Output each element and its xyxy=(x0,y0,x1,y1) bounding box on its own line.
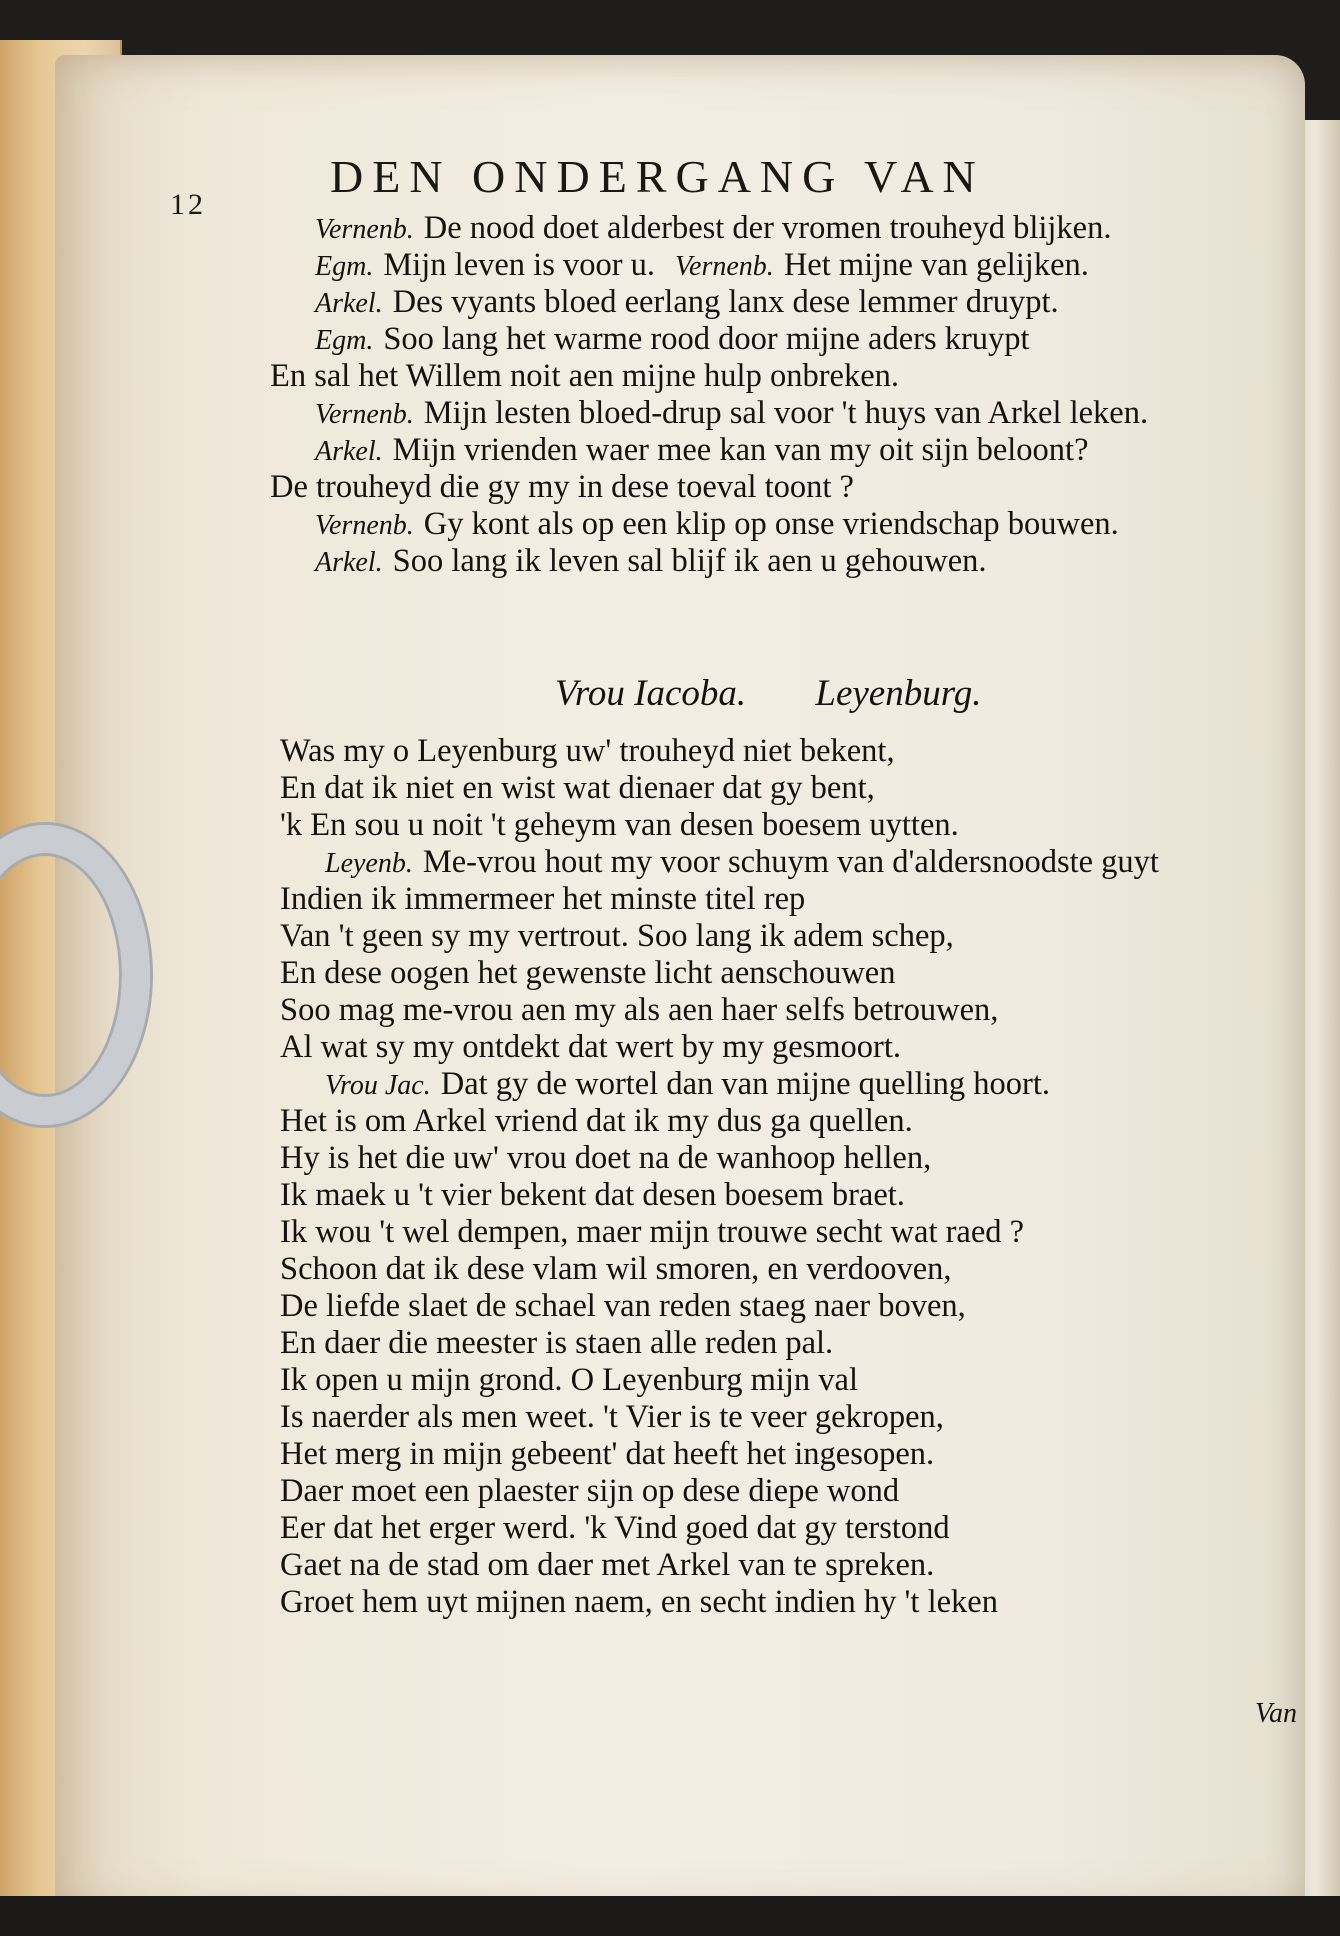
verse-text: En daer die meester is staen alle reden pal. xyxy=(280,1325,834,1361)
verse-line xyxy=(280,992,1330,1029)
speaker-name: Vernenb. xyxy=(675,251,774,282)
verse-text: Eer dat het erger werd. 'k Vind goed dat gy terstond xyxy=(280,1510,950,1546)
verse-line xyxy=(280,1547,1330,1584)
verse-line xyxy=(270,506,1320,543)
verse-text: Al wat sy my ontdekt dat wert by my gesmoort. xyxy=(280,1029,902,1065)
dialogue-block-1 xyxy=(270,210,1320,580)
verse-text: Soo mag me-vrou aen my als aen haer selfs betrouwen, xyxy=(280,992,999,1028)
verse-text: Het is om Arkel vriend dat ik my dus ga quellen. xyxy=(280,1103,913,1139)
verse-line xyxy=(280,1436,1330,1473)
verse-text: Soo lang ik leven sal blijf ik aen u gehouwen. xyxy=(392,543,987,579)
verse-text: Is naerder als men weet. 't Vier is te veer gekropen, xyxy=(280,1399,944,1435)
verse-line xyxy=(280,1177,1330,1214)
verse-line xyxy=(280,1362,1330,1399)
verse-text: Het merg in mijn gebeent' dat heeft het ingesopen. xyxy=(280,1436,935,1472)
speaker-name: Arkel. xyxy=(315,436,383,467)
verse-text: Mijn lesten bloed-drup sal voor 't huys van Arkel leken. xyxy=(423,395,1149,431)
speaker-name: Vernenb. xyxy=(315,214,414,245)
speaker-name: Vrou Jac. xyxy=(325,1070,431,1101)
verse-line xyxy=(270,469,1320,506)
verse-line xyxy=(270,284,1320,321)
verse-text: Indien ik immermeer het minste titel rep xyxy=(280,881,806,917)
speaker-name: Vernenb. xyxy=(315,399,414,430)
verse-text: Schoon dat ik dese vlam wil smoren, en verdooven, xyxy=(280,1251,952,1287)
verse-text: Gaet na de stad om daer met Arkel van te spreken. xyxy=(280,1547,935,1583)
running-head: DEN ONDERGANG VAN xyxy=(330,151,985,202)
verse-line xyxy=(280,844,1330,881)
verse-line xyxy=(270,432,1320,469)
verse-text: En dese oogen het gewenste licht aenschouwen xyxy=(280,955,896,991)
verse-text: Mijn leven is voor u. xyxy=(383,247,656,283)
verse-line xyxy=(280,1140,1330,1177)
verse-text: De nood doet alderbest der vromen trouheyd blijken. xyxy=(423,210,1112,246)
page-number: 12 xyxy=(170,188,206,221)
verse-line xyxy=(270,321,1320,358)
verse-text: Soo lang het warme rood door mijne aders kruypt xyxy=(383,321,1030,357)
scene-heading xyxy=(555,672,982,715)
verse-line xyxy=(280,1214,1330,1251)
verse-text: Daer moet een plaester sijn op dese diepe wond xyxy=(280,1473,900,1509)
verse-text: En sal het Willem noit aen mijne hulp onbreken. xyxy=(270,358,899,394)
verse-text: Ik maek u 't vier bekent dat desen boesem braet. xyxy=(280,1177,905,1213)
verse-line xyxy=(280,1399,1330,1436)
verse-text: Me-vrou hout my voor schuym van d'aldersnoodste guyt xyxy=(422,844,1159,880)
background-bottom xyxy=(0,1896,1340,1936)
verse-text: Dat gy de wortel dan van mijne quelling hoort. xyxy=(440,1066,1050,1102)
verse-line xyxy=(280,1288,1330,1325)
verse-line xyxy=(280,807,1330,844)
scene-heading-second: Leyenburg. xyxy=(815,673,982,714)
verse-text: De trouheyd die gy my in dese toeval toont ? xyxy=(270,469,854,505)
speaker-name: Egm. xyxy=(315,325,374,356)
verse-text: Was my o Leyenburg uw' trouheyd niet bekent, xyxy=(280,733,895,769)
speaker-name: Arkel. xyxy=(315,288,383,319)
verse-line xyxy=(280,733,1330,770)
verse-line xyxy=(280,1029,1330,1066)
verse-line xyxy=(280,1473,1330,1510)
verse-line xyxy=(270,358,1320,395)
verse-line xyxy=(270,210,1320,247)
verse-line xyxy=(280,1251,1330,1288)
dialogue-block-2 xyxy=(280,733,1330,1621)
verse-line xyxy=(280,955,1330,992)
verse-line xyxy=(280,1103,1330,1140)
verse-text: De liefde slaet de schael van reden staeg naer boven, xyxy=(280,1288,966,1324)
scene-heading-first: Vrou Iacoba. xyxy=(555,673,747,714)
speaker-name: Vernenb. xyxy=(315,510,414,541)
speaker-name: Arkel. xyxy=(315,547,383,578)
verse-text: Het mijne van gelijken. xyxy=(783,247,1089,283)
verse-line xyxy=(280,770,1330,807)
verse-text: Ik wou 't wel dempen, maer mijn trouwe secht wat raed ? xyxy=(280,1214,1025,1250)
verse-text: Mijn vrienden waer mee kan van my oit sijn beloont? xyxy=(392,432,1089,468)
verse-text: Ik open u mijn grond. O Leyenburg mijn val xyxy=(280,1362,858,1398)
verse-line xyxy=(270,247,1320,284)
verse-line xyxy=(270,395,1320,432)
catchword: Van xyxy=(1255,1698,1297,1729)
verse-text: Gy kont als op een klip op onse vriendschap bouwen. xyxy=(423,506,1119,542)
verse-line xyxy=(280,1510,1330,1547)
verse-text: Hy is het die uw' vrou doet na de wanhoop hellen, xyxy=(280,1140,932,1176)
verse-text: Groet hem uyt mijnen naem, en secht indien hy 't leken xyxy=(280,1584,998,1620)
verse-line xyxy=(280,1584,1330,1621)
verse-line xyxy=(280,918,1330,955)
verse-line xyxy=(270,543,1320,580)
verse-text: Des vyants bloed eerlang lanx dese lemmer druypt. xyxy=(392,284,1059,320)
speaker-name: Leyenb. xyxy=(325,848,413,879)
verse-line xyxy=(280,881,1330,918)
verse-text: En dat ik niet en wist wat dienaer dat gy bent, xyxy=(280,770,875,806)
verse-text: Van 't geen sy my vertrout. Soo lang ik adem schep, xyxy=(280,918,954,954)
speaker-name: Egm. xyxy=(315,251,374,282)
verse-line xyxy=(280,1066,1330,1103)
verse-line xyxy=(280,1325,1330,1362)
verse-text: 'k En sou u noit 't geheym van desen boesem uytten. xyxy=(280,807,959,843)
